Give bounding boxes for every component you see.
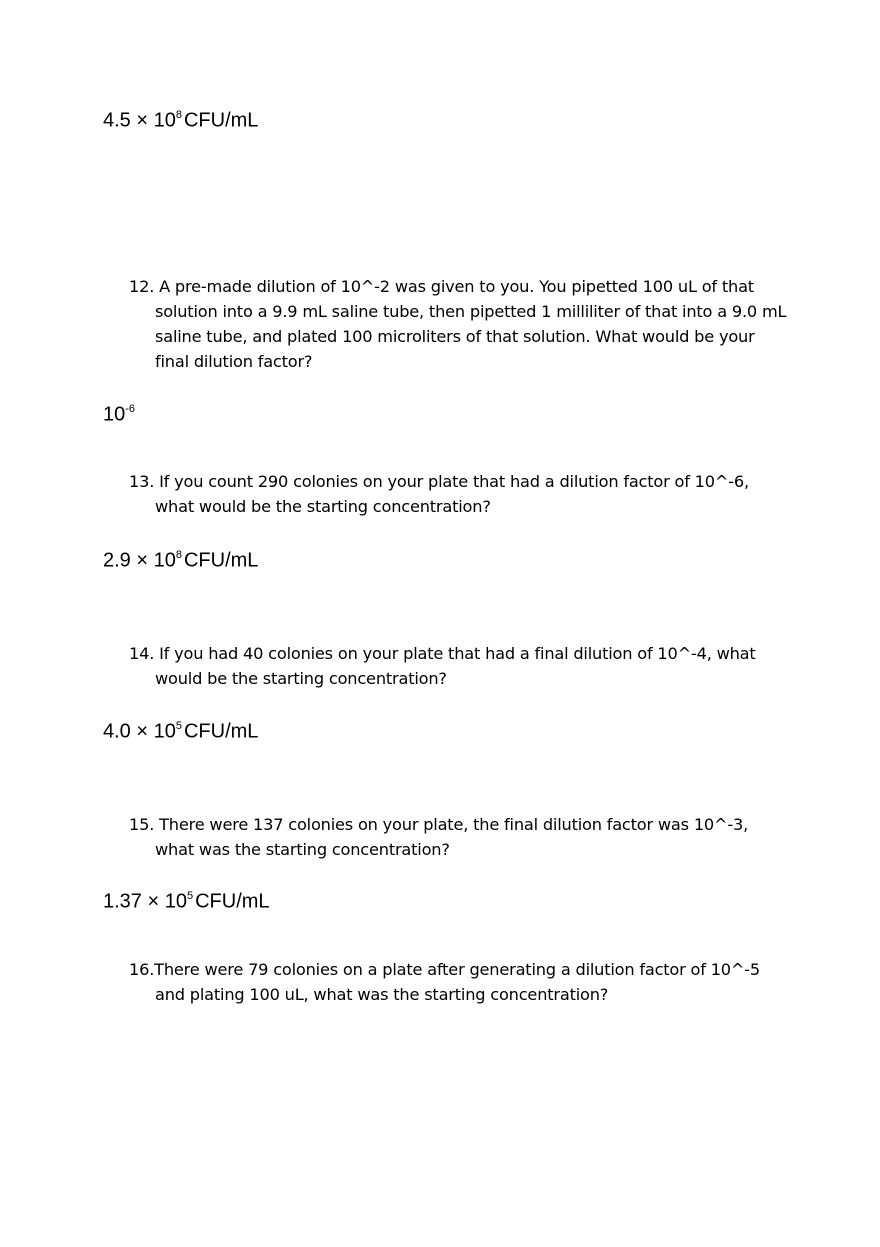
question-text: If you count 290 colonies on your plate that had a dilution factor of 10^-6, what would be the starting concentration? xyxy=(155,472,749,516)
answer-base: 10 xyxy=(103,403,126,426)
question-14 xyxy=(129,641,789,691)
question-number: 13. xyxy=(129,472,155,491)
answer-exponent: 8 xyxy=(175,549,182,561)
answer-unit: CFU/mL xyxy=(195,890,270,913)
question-text: There were 137 colonies on your plate, the final dilution factor was 10^-3, what was the starting concentration? xyxy=(155,815,749,859)
answer-q13 xyxy=(103,544,258,573)
answer-mantissa: 2.9 × xyxy=(103,549,149,572)
question-text: If you had 40 colonies on your plate that had a final dilution of 10^-4, what would be the starting concentration? xyxy=(155,644,756,688)
question-text: A pre-made dilution of 10^-2 was given to you. You pipetted 100 uL of that solution into a 9.9 mL saline tube, then pipetted 1 milliliter of that into a 9.0 mL saline tube, and plated 100 microliters of that solution. What would be your final dilution factor? xyxy=(155,277,787,371)
question-13 xyxy=(129,469,789,519)
answer-unit: CFU/mL xyxy=(183,720,259,743)
question-number: 15. xyxy=(129,815,155,834)
question-16 xyxy=(129,957,789,1007)
answer-q15 xyxy=(103,885,270,914)
question-15 xyxy=(129,812,789,862)
question-12 xyxy=(129,274,789,374)
answer-exponent: -6 xyxy=(125,403,136,415)
answer-base: 10 xyxy=(164,890,187,913)
answer-q14 xyxy=(103,715,258,744)
answer-exponent: 5 xyxy=(175,720,182,732)
answer-q12 xyxy=(103,398,137,427)
answer-base: 10 xyxy=(153,720,176,743)
question-number: 14. xyxy=(129,644,155,663)
answer-q11 xyxy=(103,104,258,133)
answer-unit: CFU/mL xyxy=(183,549,259,572)
answer-exponent: 8 xyxy=(175,109,182,121)
answer-base: 10 xyxy=(153,549,176,572)
question-number: 12. xyxy=(129,277,155,296)
question-text: There were 79 colonies on a plate after generating a dilution factor of 10^-5 and plating 100 uL, what was the starting concentration? xyxy=(154,960,760,1004)
answer-unit: CFU/mL xyxy=(183,109,259,132)
answer-mantissa: 4.0 × xyxy=(103,720,149,743)
answer-base: 10 xyxy=(153,109,176,132)
question-number: 16. xyxy=(129,960,155,979)
answer-mantissa: 4.5 × xyxy=(103,109,149,132)
answer-mantissa: 1.37 × xyxy=(103,890,160,913)
answer-exponent: 5 xyxy=(186,890,194,902)
